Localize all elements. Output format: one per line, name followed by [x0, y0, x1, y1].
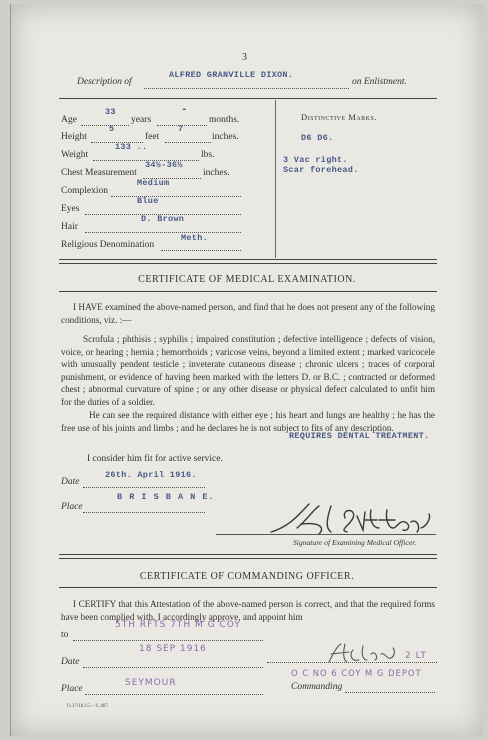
medical-place-label: Place — [61, 502, 83, 512]
commanding-place-stamp: SEYMOUR — [125, 678, 177, 688]
medical-paragraph-1: I HAVE examined the above-named person, and find that he does not present any of the following conditions, viz. :— — [61, 302, 435, 325]
medical-date-dotline — [83, 487, 205, 488]
fit-for-service-text: I consider him fit for active service. — [87, 454, 223, 464]
commanding-date-stamp: 18 SEP 1916 — [139, 644, 207, 654]
section-rule-1 — [59, 259, 437, 264]
commanding-place-label: Place — [61, 684, 83, 694]
eyes-label: Eyes — [61, 204, 80, 214]
commanding-dotline — [345, 692, 435, 693]
distinctive-mark-3: Scar forehead. — [283, 165, 359, 175]
to-dotline — [73, 640, 263, 641]
religion-value: Meth. — [181, 233, 209, 243]
age-label: Age — [61, 115, 77, 125]
feet-label: feet — [145, 132, 160, 142]
chest-value: 34½-36½ — [145, 160, 183, 170]
page-number: 3 — [242, 52, 247, 63]
distinctive-marks-heading: Distinctive Marks. — [301, 112, 377, 122]
recruit-name: ALFRED GRANVILLE DIXON. — [169, 70, 294, 80]
hair-label: Hair — [61, 222, 78, 232]
medical-title-rule — [59, 291, 437, 292]
years-label: years — [131, 115, 152, 125]
religion-label: Religious Denomination — [61, 240, 155, 250]
section-rule-2 — [59, 554, 437, 559]
attestation-page — [10, 4, 483, 736]
medical-paragraph-3: He can see the required distance with either eye ; his heart and lungs are healthy ; he has the free use of his joints and limbs ; and he declares he is not subject to fits of any description. — [61, 410, 435, 433]
height-feet: 5 — [109, 124, 115, 134]
column-divider — [275, 100, 276, 258]
commanding-unit-stamp: O C NO 6 COY M G DEPOT — [291, 668, 422, 678]
hair-dotline — [85, 232, 241, 233]
inches-label: inches. — [212, 132, 239, 142]
distinctive-mark-2: 3 Vac right. — [283, 155, 348, 165]
medical-place-dotline — [83, 512, 205, 513]
commanding-date-label: Date — [61, 657, 80, 667]
signature-line — [216, 534, 436, 535]
description-label: Description of — [77, 77, 132, 87]
top-rule — [59, 98, 437, 99]
commanding-signature-line — [267, 662, 437, 663]
unit-stamp: 5TH RFTS 7TH M G COY — [115, 620, 241, 630]
commanding-place-dotline — [85, 694, 263, 695]
religion-dotline — [161, 250, 241, 251]
complexion-label: Complexion — [61, 186, 108, 196]
height-label: Height — [61, 132, 87, 142]
medical-date-label: Date — [61, 477, 80, 487]
complexion-value: Medium — [137, 178, 170, 188]
commanding-paragraph: I CERTIFY that this Attestation of the above-named person is correct, and that the required forms have been complied with. I accordingly approve, and appoint him — [61, 599, 435, 622]
form-footer-code: D.37/18.15.—C.487. — [67, 704, 110, 709]
medical-place-value: B R I S B A N E. — [117, 492, 215, 502]
medical-signature-caption: Signature of Examining Medical Officer. — [293, 538, 417, 547]
commanding-date-dotline — [83, 667, 263, 668]
months-label: months. — [209, 115, 240, 125]
on-enlistment-label: on Enlistment. — [352, 77, 407, 87]
age-months: - — [181, 104, 188, 116]
height-inches-dotline — [165, 142, 211, 143]
medical-certificate-title: CERTIFICATE OF MEDICAL EXAMINATION. — [138, 274, 356, 285]
chest-label: Chest Measurement — [61, 168, 137, 178]
weight-value: 133 .. — [115, 142, 148, 152]
distinctive-mark-1: D6 D6. — [301, 133, 334, 143]
dental-treatment-note: REQUIRES DENTAL TREATMENT. — [289, 431, 430, 441]
age-dotline — [81, 125, 129, 126]
lbs-label: lbs. — [201, 150, 215, 160]
description-dotline — [144, 88, 349, 89]
to-label: to — [61, 630, 69, 640]
chest-inches-label: inches. — [203, 168, 230, 178]
hair-value: D. Brown — [141, 214, 185, 224]
height-inches: 7 — [178, 124, 184, 134]
age-years: 33 — [105, 107, 116, 117]
commanding-label: Commanding — [291, 682, 343, 692]
officer-rank: 2 LT — [405, 651, 427, 661]
commanding-certificate-title: CERTIFICATE OF COMMANDING OFFICER. — [139, 571, 355, 582]
medical-date-value: 26th. April 1916. — [105, 470, 197, 480]
commanding-title-rule — [59, 587, 437, 588]
eyes-value: Blue — [137, 196, 159, 206]
weight-label: Weight — [61, 150, 89, 160]
medical-conditions-list: Scrofula ; phthisis ; syphilis ; impaired constitution ; defective intelligence ; defects of vision, voice, or hearing ; hernia ; hemorrhoids ; varicose veins, beyond a limited extent ; marked varicocele with unusually pendent testicle ; inveterate cutaneous disease ; chronic ulcers ; traces of corporal punishment, or evidence of having been marked with the letters D. or B.C. ; contracted or deformed chest ; abnormal curvature of spine ; or any other disease or physical defect calculated to unfit him for the duties of a soldier. — [61, 334, 435, 407]
complexion-dotline — [111, 196, 241, 197]
